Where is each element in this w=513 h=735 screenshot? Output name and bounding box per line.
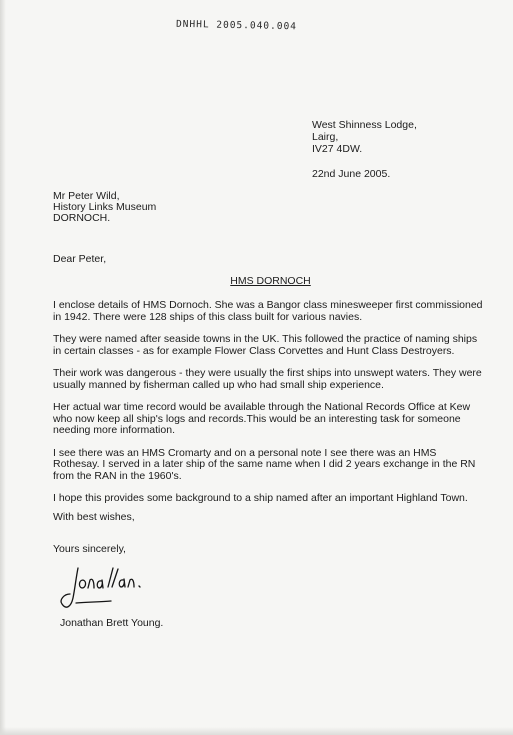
recipient-town: DORNOCH. <box>53 212 111 224</box>
signer-name: Jonathan Brett Young. <box>60 617 164 629</box>
body-paragraph: I hope this provides some background to a ship named after an important Highland Town. <box>53 492 468 504</box>
address-line: IV27 4DW. <box>312 143 363 155</box>
body-paragraph: They were named after seaside towns in the UK. This followed the practice of naming ships in certain classes - as for example Flower Class Corvettes and Hunt Class Destroyers. <box>53 333 478 357</box>
subject-text: HMS DORNOCH <box>230 275 311 287</box>
archive-reference: DNHHL 2005.040.004 <box>175 18 298 33</box>
body-paragraph: Their work was dangerous - they were usually the first ships into unswept waters. They were usually manned by fisherman called up who had small ship experience. <box>53 367 482 391</box>
closing-line: With best wishes, <box>53 511 135 523</box>
address-line: West Shinness Lodge, <box>312 119 417 131</box>
recipient-organisation: History Links Museum <box>53 201 157 213</box>
sender-address <box>312 119 417 180</box>
page-edge-shadow <box>0 0 6 735</box>
body-paragraph: I enclose details of HMS Dornoch. She was a Bangor class minesweeper first commissioned in 1942. There were 128 ships of this class built for various navies. <box>53 299 483 323</box>
body-paragraph: I see there was an HMS Cromarty and on a personal note I see there was an HMS Rothesay. I served in a later ship of the same name when I did 2 years exchange in the RN from the RAN in the 1960's. <box>53 446 476 482</box>
salutation: Dear Peter, <box>53 253 107 265</box>
letter-date: 22nd June 2005. <box>312 168 391 180</box>
handwritten-signature <box>56 560 166 620</box>
address-line: Lairg, <box>312 131 339 143</box>
valediction: Yours sincerely, <box>53 543 126 555</box>
body-paragraph: Her actual war time record would be available through the National Records Office at Kew who now keep all ship's logs and records.This would be an interesting task for someone needing more information. <box>53 401 471 436</box>
subject-line <box>0 275 513 287</box>
letter-body <box>53 300 483 516</box>
recipient-address <box>53 191 156 224</box>
recipient-name: Mr Peter Wild, <box>53 190 120 202</box>
page-bottom-shadow <box>0 727 513 735</box>
